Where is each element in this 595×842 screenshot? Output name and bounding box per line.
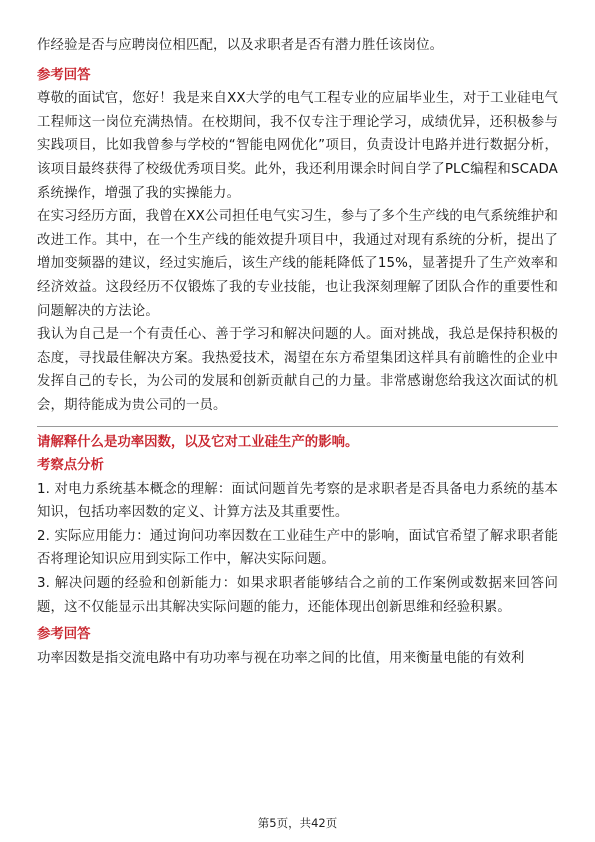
analysis-point-1: 1. 对电力系统基本概念的理解：面试问题首先考察的是求职者是否具备电力系统的基本知识，包括功率因数的定义、计算方法及其重要性。 [37, 481, 558, 521]
answer1-heading: 参考回答 [37, 67, 91, 83]
answer2-start-text: 功率因数是指交流电路中有功功率与视在功率之间的比值，用来衡量电能的有效利 [37, 650, 525, 666]
page-content [37, 34, 558, 670]
answer1-paragraph-3: 我认为自己是一个有责任心、善于学习和解决问题的人。面对挑战，我总是保持积极的态度，寻找最佳解决方案。我热爱技术，渴望在东方希望集团这样具有前瞻性的企业中发挥自己的专长，为公司的发展和创新贡献自己的力量。非常感谢您给我这次面试的机会，期待能成为贵公司的一员。 [37, 327, 558, 413]
analysis-heading: 考察点分析 [37, 458, 104, 474]
analysis-point-2: 2. 实际应用能力：通过询问功率因数在工业硅生产中的影响，面试官希望了解求职者能否将理论知识应用到实际工作中，解决实际问题。 [37, 528, 558, 568]
question2-title: 请解释什么是功率因数，以及它对工业硅生产的影响。 [37, 434, 359, 450]
question2-block [37, 426, 558, 671]
intro-tail-text: 作经验是否与应聘岗位相匹配，以及求职者是否有潜力胜任该岗位。 [37, 38, 444, 53]
analysis-point-3: 3. 解决问题的经验和创新能力：如果求职者能够结合之前的工作案例或数据来回答问题，这不仅能显示出其解决实际问题的能力，还能体现出创新思维和经验积累。 [37, 576, 558, 615]
page-number-footer: 第5页，共42页 [257, 816, 338, 830]
answer2-heading: 参考回答 [37, 627, 91, 643]
answer1-paragraph-1: 尊敬的面试官，您好！我是来自XX大学的电气工程专业的应届毕业生，对于工业硅电气工程师这一岗位充满热情。在校期间，我不仅专注于理论学习，成绩优异，还积极参与实践项目，比如我曾参与学校的“智能电网优化”项目，负责设计电路并进行数据分析，该项目最终获得了校级优秀项目奖。此外，我还利用课余时间自学了PLC编程和SCADA系统操作，增强了我的实操能力。 [37, 91, 558, 201]
answer1-paragraph-2: 在实习经历方面，我曾在XX公司担任电气实习生，参与了多个生产线的电气系统维护和改进工作。其中，在一个生产线的能效提升项目中，我通过对现有系统的分析，提出了增加变频器的建议，经过实施后，该生产线的能耗降低了15%，显著提升了生产效率和经济效益。这段经历不仅锻炼了我的专业技能，也让我深刻理解了团队合作的重要性和问题解决的方法论。 [37, 209, 558, 319]
